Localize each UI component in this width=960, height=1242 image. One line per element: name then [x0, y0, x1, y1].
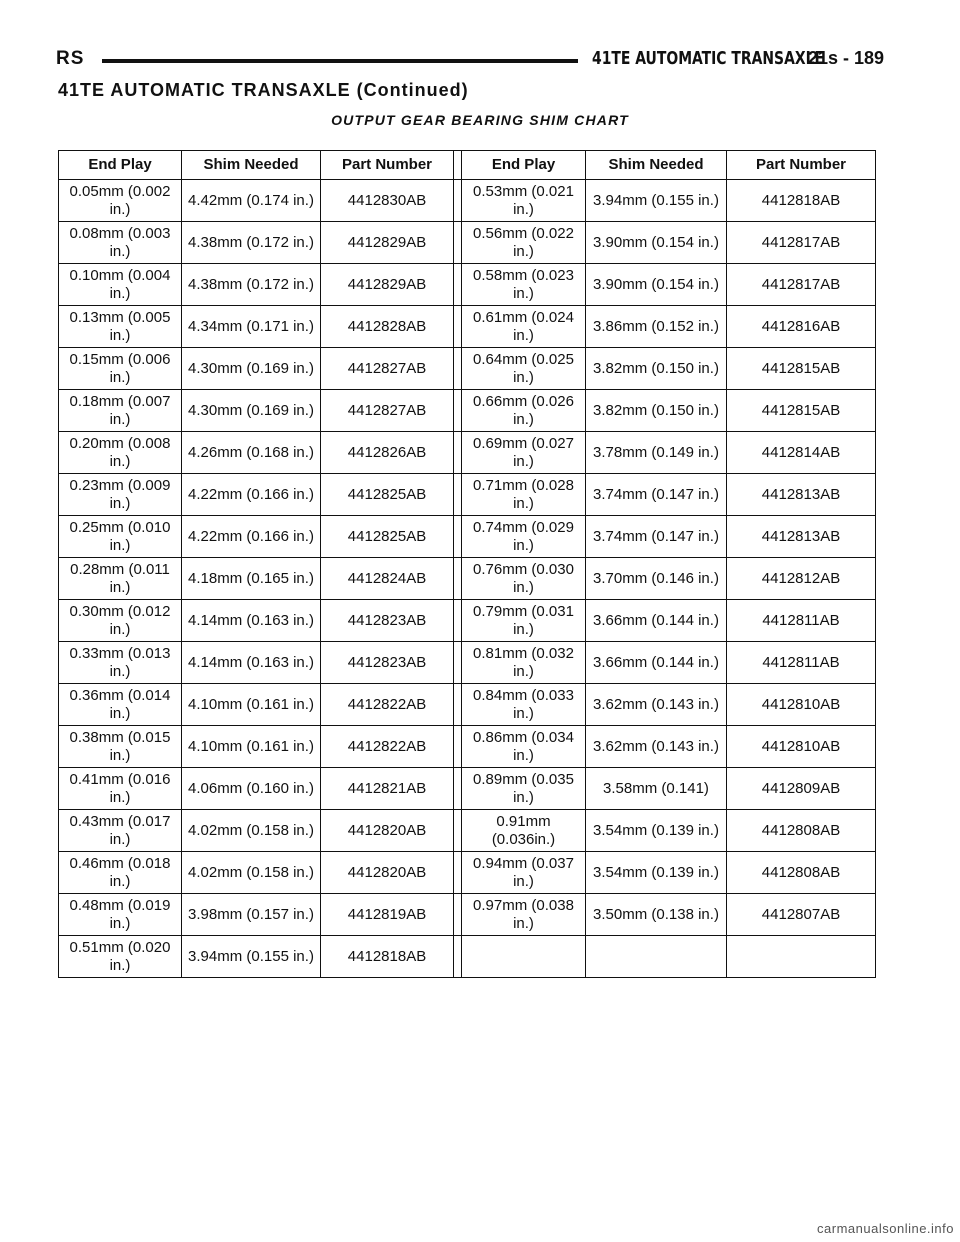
table-cell: 0.86mm (0.034 in.) [462, 726, 586, 768]
column-divider [454, 684, 462, 726]
column-divider [454, 432, 462, 474]
table-row [59, 810, 876, 852]
table-cell: 3.50mm (0.138 in.) [586, 894, 727, 936]
table-row [59, 222, 876, 264]
table-cell: 4.42mm (0.174 in.) [182, 180, 321, 222]
column-header: Part Number [321, 151, 454, 180]
table-row [59, 180, 876, 222]
header-section-code: RS [56, 48, 85, 69]
table-cell: 0.18mm (0.007 in.) [59, 390, 182, 432]
table-cell: 4412829AB [321, 264, 454, 306]
table-cell: 3.54mm (0.139 in.) [586, 852, 727, 894]
column-divider [454, 151, 462, 180]
section-title: 41TE AUTOMATIC TRANSAXLE (Continued) [58, 80, 469, 100]
table-cell [462, 936, 586, 978]
table-cell: 4.38mm (0.172 in.) [182, 222, 321, 264]
table-cell [727, 936, 876, 978]
table-cell: 0.94mm (0.037 in.) [462, 852, 586, 894]
table-cell: 0.05mm (0.002 in.) [59, 180, 182, 222]
table-cell: 3.98mm (0.157 in.) [182, 894, 321, 936]
table-cell: 4412809AB [727, 768, 876, 810]
table-cell: 3.58mm (0.141) [586, 768, 727, 810]
shim-chart-table [58, 150, 876, 978]
header-title: 41TE AUTOMATIC TRANSAXLE [592, 48, 824, 69]
column-header: End Play [59, 151, 182, 180]
table-cell: 0.84mm (0.033 in.) [462, 684, 586, 726]
table-cell: 3.66mm (0.144 in.) [586, 600, 727, 642]
column-divider [454, 936, 462, 978]
table-row [59, 768, 876, 810]
table-cell: 4412815AB [727, 390, 876, 432]
table-cell: 4.18mm (0.165 in.) [182, 558, 321, 600]
table-cell: 0.41mm (0.016 in.) [59, 768, 182, 810]
table-cell: 0.66mm (0.026 in.) [462, 390, 586, 432]
table-cell: 0.13mm (0.005 in.) [59, 306, 182, 348]
table-cell: 4.22mm (0.166 in.) [182, 474, 321, 516]
column-divider [454, 516, 462, 558]
table-cell: 0.64mm (0.025 in.) [462, 348, 586, 390]
column-divider [454, 558, 462, 600]
column-divider [454, 264, 462, 306]
table-cell: 0.38mm (0.015 in.) [59, 726, 182, 768]
column-divider [454, 600, 462, 642]
table-cell: 4412808AB [727, 810, 876, 852]
table-cell: 3.94mm (0.155 in.) [586, 180, 727, 222]
table-cell: 4.10mm (0.161 in.) [182, 684, 321, 726]
table-cell: 0.08mm (0.003 in.) [59, 222, 182, 264]
table-cell: 4.06mm (0.160 in.) [182, 768, 321, 810]
table-cell: 4412811AB [727, 642, 876, 684]
table-cell: 4412821AB [321, 768, 454, 810]
table-cell: 0.43mm (0.017 in.) [59, 810, 182, 852]
table-cell: 3.62mm (0.143 in.) [586, 684, 727, 726]
table-cell: 0.76mm (0.030 in.) [462, 558, 586, 600]
table-cell: 0.79mm (0.031 in.) [462, 600, 586, 642]
table-cell: 4412810AB [727, 684, 876, 726]
table-cell: 0.97mm (0.038 in.) [462, 894, 586, 936]
table-cell: 4.10mm (0.161 in.) [182, 726, 321, 768]
table-cell: 0.89mm (0.035 in.) [462, 768, 586, 810]
table-cell: 4412817AB [727, 222, 876, 264]
table-row [59, 390, 876, 432]
table-cell: 3.62mm (0.143 in.) [586, 726, 727, 768]
table-cell: 4412810AB [727, 726, 876, 768]
table-cell: 0.51mm (0.020 in.) [59, 936, 182, 978]
table-row [59, 936, 876, 978]
table-cell: 4412818AB [727, 180, 876, 222]
table-cell: 4.26mm (0.168 in.) [182, 432, 321, 474]
column-divider [454, 180, 462, 222]
table-row [59, 726, 876, 768]
table-row [59, 348, 876, 390]
table-cell: 4.02mm (0.158 in.) [182, 810, 321, 852]
table-cell: 0.10mm (0.004 in.) [59, 264, 182, 306]
table-cell: 3.70mm (0.146 in.) [586, 558, 727, 600]
table-cell: 0.53mm (0.021 in.) [462, 180, 586, 222]
table-cell: 4412829AB [321, 222, 454, 264]
header-rule [102, 59, 578, 63]
table-cell: 3.78mm (0.149 in.) [586, 432, 727, 474]
table-header-row [59, 151, 876, 180]
table-cell: 3.90mm (0.154 in.) [586, 264, 727, 306]
table-cell: 0.74mm (0.029 in.) [462, 516, 586, 558]
column-header: Shim Needed [182, 151, 321, 180]
table-body [59, 180, 876, 978]
table-cell: 4412830AB [321, 180, 454, 222]
table-cell: 4412807AB [727, 894, 876, 936]
table-cell [586, 936, 727, 978]
chart-title: OUTPUT GEAR BEARING SHIM CHART [331, 112, 629, 128]
table-cell: 4412823AB [321, 642, 454, 684]
table-cell: 4412824AB [321, 558, 454, 600]
table-cell: 4412818AB [321, 936, 454, 978]
table-cell: 3.74mm (0.147 in.) [586, 516, 727, 558]
column-divider [454, 474, 462, 516]
column-divider [454, 348, 462, 390]
table-cell: 0.23mm (0.009 in.) [59, 474, 182, 516]
column-divider [454, 726, 462, 768]
header-page-number: 21s - 189 [808, 48, 885, 68]
table-row [59, 558, 876, 600]
column-divider [454, 852, 462, 894]
table-cell: 4.22mm (0.166 in.) [182, 516, 321, 558]
column-header: End Play [462, 151, 586, 180]
table-cell: 4412822AB [321, 684, 454, 726]
table-cell: 3.74mm (0.147 in.) [586, 474, 727, 516]
table-cell: 4412825AB [321, 474, 454, 516]
table-cell: 3.82mm (0.150 in.) [586, 390, 727, 432]
column-divider [454, 390, 462, 432]
table-cell: 0.28mm (0.011 in.) [59, 558, 182, 600]
table-row [59, 516, 876, 558]
table-cell: 4412825AB [321, 516, 454, 558]
table-cell: 4412811AB [727, 600, 876, 642]
table-cell: 3.66mm (0.144 in.) [586, 642, 727, 684]
table-row [59, 894, 876, 936]
table-cell: 4412817AB [727, 264, 876, 306]
page-header [56, 44, 885, 76]
table-cell: 0.48mm (0.019 in.) [59, 894, 182, 936]
table-cell: 4.34mm (0.171 in.) [182, 306, 321, 348]
table-cell: 3.54mm (0.139 in.) [586, 810, 727, 852]
table-cell: 4412823AB [321, 600, 454, 642]
column-header: Part Number [727, 151, 876, 180]
table-row [59, 474, 876, 516]
table-cell: 4412812AB [727, 558, 876, 600]
table-cell: 4412822AB [321, 726, 454, 768]
table-row [59, 306, 876, 348]
table-row [59, 852, 876, 894]
table-cell: 0.36mm (0.014 in.) [59, 684, 182, 726]
table-cell: 4.30mm (0.169 in.) [182, 390, 321, 432]
table-cell: 3.86mm (0.152 in.) [586, 306, 727, 348]
table-cell: 0.91mm (0.036in.) [462, 810, 586, 852]
table-cell: 4.30mm (0.169 in.) [182, 348, 321, 390]
table-cell: 0.81mm (0.032 in.) [462, 642, 586, 684]
table-cell: 0.61mm (0.024 in.) [462, 306, 586, 348]
table-cell: 0.15mm (0.006 in.) [59, 348, 182, 390]
table-cell: 4412813AB [727, 516, 876, 558]
table-cell: 3.82mm (0.150 in.) [586, 348, 727, 390]
table-cell: 4412827AB [321, 348, 454, 390]
table-cell: 0.56mm (0.022 in.) [462, 222, 586, 264]
table-cell: 4412820AB [321, 852, 454, 894]
table-row [59, 600, 876, 642]
table-row [59, 642, 876, 684]
table-cell: 4412828AB [321, 306, 454, 348]
table-cell: 3.94mm (0.155 in.) [182, 936, 321, 978]
table-cell: 4412815AB [727, 348, 876, 390]
table-row [59, 264, 876, 306]
table-cell: 4412814AB [727, 432, 876, 474]
table-cell: 4.38mm (0.172 in.) [182, 264, 321, 306]
table-cell: 0.30mm (0.012 in.) [59, 600, 182, 642]
table-cell: 4412816AB [727, 306, 876, 348]
table-cell: 0.71mm (0.028 in.) [462, 474, 586, 516]
table-row [59, 432, 876, 474]
table-cell: 0.46mm (0.018 in.) [59, 852, 182, 894]
column-divider [454, 894, 462, 936]
table-cell: 0.58mm (0.023 in.) [462, 264, 586, 306]
table-cell: 0.25mm (0.010 in.) [59, 516, 182, 558]
table-cell: 4412813AB [727, 474, 876, 516]
table-cell: 4412826AB [321, 432, 454, 474]
table-cell: 0.33mm (0.013 in.) [59, 642, 182, 684]
table-cell: 4412827AB [321, 390, 454, 432]
table-cell: 0.69mm (0.027 in.) [462, 432, 586, 474]
column-header: Shim Needed [586, 151, 727, 180]
column-divider [454, 642, 462, 684]
column-divider [454, 306, 462, 348]
table-cell: 4412808AB [727, 852, 876, 894]
column-divider [454, 810, 462, 852]
table-cell: 4412819AB [321, 894, 454, 936]
table-row [59, 684, 876, 726]
table-cell: 3.90mm (0.154 in.) [586, 222, 727, 264]
column-divider [454, 768, 462, 810]
table-cell: 4412820AB [321, 810, 454, 852]
table-cell: 4.14mm (0.163 in.) [182, 600, 321, 642]
table-cell: 0.20mm (0.008 in.) [59, 432, 182, 474]
table-cell: 4.02mm (0.158 in.) [182, 852, 321, 894]
watermark-footer: carmanualsonline.info [817, 1221, 954, 1236]
column-divider [454, 222, 462, 264]
table-cell: 4.14mm (0.163 in.) [182, 642, 321, 684]
